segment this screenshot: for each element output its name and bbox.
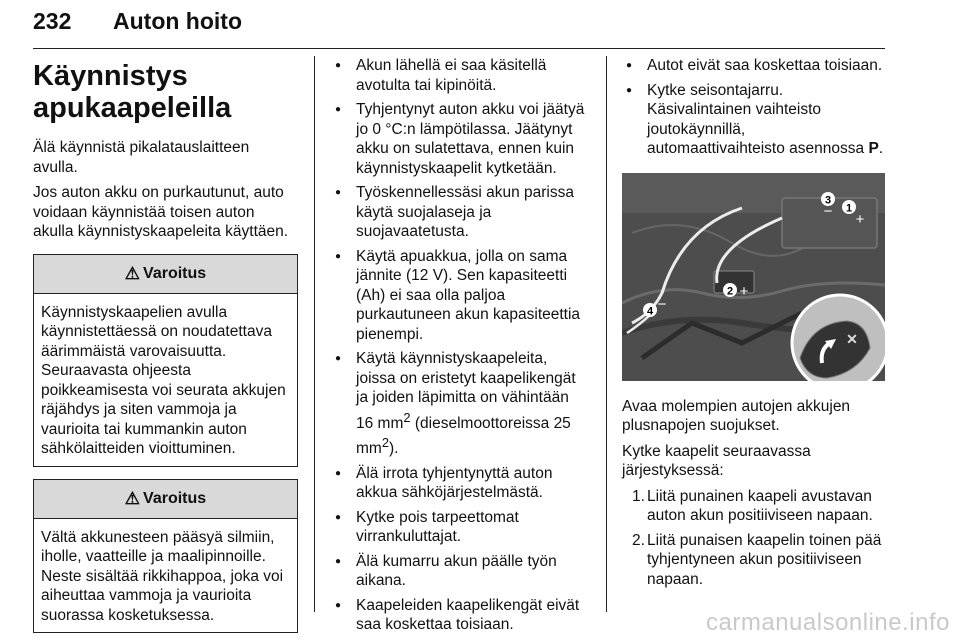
instruction-paragraph-1: Avaa molempien autojen akkujen plusnapojen suojukset. — [622, 397, 851, 434]
list-item — [622, 81, 885, 159]
step-text: Liitä punaisen kaapelin toinen pää tyhjentyneen akun positiiviseen napaan. — [647, 531, 882, 588]
step-number: 2. — [632, 531, 645, 549]
warning-box-2-text: Vältä akkunesteen pääsyä silmiin, iholle, vaatteille ja maalipinnoille. Neste sisältää rikkihappoa, joka voi aiheuttaa vammoja ja vaurioita suorassa kosketuksessa. — [41, 528, 284, 624]
jump-start-figure — [622, 173, 885, 381]
chapter-title: Auton hoito — [113, 8, 243, 34]
callout-4-label: 4 — [646, 305, 654, 317]
column-left — [33, 56, 298, 643]
column-divider-2 — [606, 56, 607, 612]
instruction-paragraph-2: Kytke kaapelit seuraavassa järjestyksessä: — [622, 442, 811, 479]
cover-x-mark: ✕ — [846, 330, 858, 347]
list-item: ● Autot eivät saa koskettaa toisiaan. — [622, 56, 885, 76]
plus-terminal-1: + — [855, 210, 865, 228]
warning-box-1-header — [34, 255, 297, 294]
list-item — [622, 531, 885, 590]
plus-terminal-2: + — [739, 282, 749, 300]
header-divider — [33, 48, 885, 49]
warning-box-2-title: Varoitus — [143, 489, 207, 507]
warning-box-2 — [33, 479, 298, 634]
superscript: 2 — [403, 409, 411, 425]
page-header — [33, 8, 885, 46]
warning-triangle-icon: ⚠ — [124, 488, 141, 508]
warning-box-2-header — [34, 480, 297, 519]
list-item — [331, 349, 589, 459]
list-item: ● Älä kumarru akun päälle työn aikana. — [331, 552, 589, 591]
section-heading-line1: Käynnistys — [33, 60, 188, 92]
precaution-list-continued — [622, 56, 885, 159]
list-item: ● Älä irrota tyhjentynyttä auton akkua sähköjärjestelmästä. — [331, 464, 589, 503]
minus-terminal-3: − — [823, 202, 833, 220]
warning-triangle-icon: ⚠ — [124, 263, 141, 283]
cable-spec-text-b: (dieselmoottoreissa 25 mm — [356, 414, 571, 458]
list-item: ● Kytke pois tarpeettomat virrankuluttajat. — [331, 508, 589, 547]
list-item: ● Käytä apuakkua, jolla on sama jännite (12 V). Sen kapasiteetti (Ah) ei saa olla paljoa purkautuneen akun kapasiteettia pienempi. — [331, 247, 589, 345]
column-right — [622, 56, 885, 594]
list-item — [622, 487, 885, 526]
section-heading — [33, 60, 298, 124]
list-item: ● Tyhjentynyt auton akku voi jäätyä jo 0 °C:n lämpötilassa. Jäätynyt akku on sulatettava, ennen kuin käynnistyskaapelit kytketään. — [331, 100, 589, 178]
gear-position-p: P — [868, 140, 879, 157]
step-text: Liitä punainen kaapeli avustavan auton akun positiiviseen napaan. — [647, 487, 873, 524]
column-divider-1 — [314, 56, 315, 612]
intro-paragraph-1: Älä käynnistä pikalatauslaitteen avulla. — [33, 139, 250, 176]
cable-spec-text-a: Käytä käynnistyskaapeleita, joissa on eristetyt kaapelikengät ja joiden läpimitta on vähintään 16 mm — [356, 350, 576, 432]
warning-box-1-title: Varoitus — [143, 264, 207, 282]
warning-box-1 — [33, 254, 298, 467]
page-number: 232 — [33, 8, 72, 34]
superscript: 2 — [381, 435, 390, 451]
callout-1-label: 1 — [845, 202, 853, 214]
cable-spec-text-c: ). — [389, 440, 399, 458]
minus-terminal-4: − — [657, 295, 667, 313]
engine-bay-illustration — [622, 173, 885, 381]
intro-paragraph-2: Jos auton akku on purkautunut, auto voidaan käynnistää toisen auton akulla käynnistyskaapeleita käyttäen. — [33, 184, 289, 240]
period: . — [878, 140, 884, 157]
watermark: carmanualsonline.info — [706, 609, 950, 636]
callout-2-label: 2 — [726, 285, 734, 297]
callout-3-label: 3 — [824, 194, 832, 206]
section-heading-line2: apukaapeleilla — [33, 92, 232, 124]
column-middle — [331, 56, 589, 640]
precaution-list — [331, 56, 589, 635]
parking-brake-text: Kytke seisontajarru. Käsivalintainen vaihteisto joutokäynnillä, automaattivaihteisto asennossa — [647, 81, 869, 157]
warning-box-1-text: Käynnistyskaapelien avulla käynnistettäessä on noudatettava äärimmäistä varovaisuutta. Seuraavasta ohjeesta poikkeamisesta voi seurata akkujen räjähdys ja siten vammoja ja vaurioita tai kummankin auton sähkölaitteiden vioittuminen. — [41, 303, 286, 457]
list-item: ● Akun lähellä ei saa käsitellä avotulta tai kipinöitä. — [331, 56, 589, 95]
connection-steps — [622, 487, 885, 590]
list-item: ● Kaapeleiden kaapelikengät eivät saa koskettaa toisiaan. — [331, 596, 589, 635]
list-item: ● Työskennellessäsi akun parissa käytä suojalaseja ja suojavaatetusta. — [331, 183, 589, 242]
step-number: 1. — [632, 487, 645, 505]
